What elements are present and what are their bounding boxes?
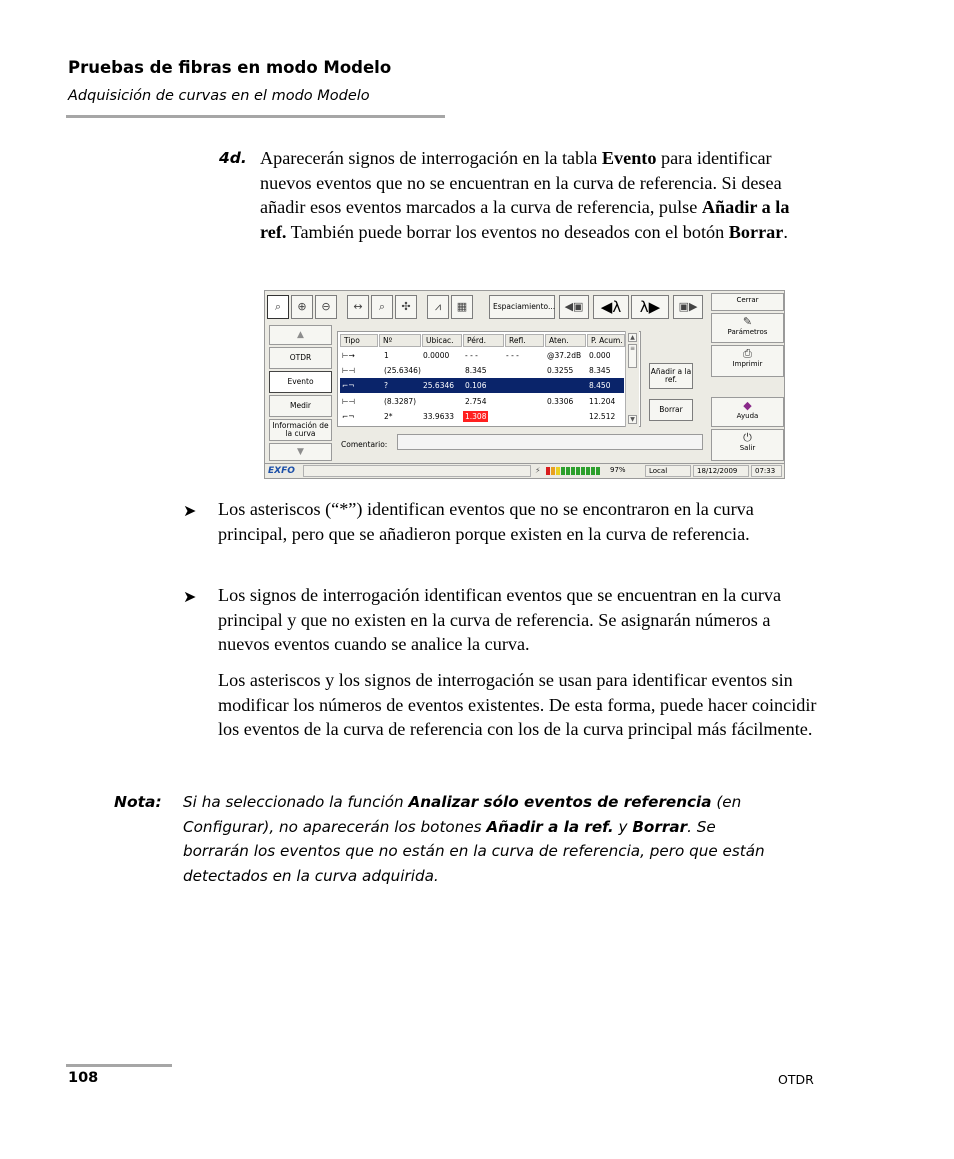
cell-att: 0.3255 xyxy=(547,366,574,375)
note-text-part: Si ha seleccionado la función xyxy=(183,793,409,811)
header-rule xyxy=(66,115,445,118)
battery-segment xyxy=(556,467,560,475)
parameters-button[interactable] xyxy=(711,313,784,343)
previous-wavelength-button[interactable] xyxy=(593,295,629,319)
event-type-icon: ⊢→ xyxy=(342,351,355,360)
step-bold-evento: Evento xyxy=(601,148,657,168)
next-wavelength-button[interactable] xyxy=(631,295,669,319)
cell-num: ? xyxy=(384,381,388,390)
battery-segment xyxy=(586,467,590,475)
previous-trace-icon[interactable]: ◀▣ xyxy=(559,295,589,319)
exit-label: Salir xyxy=(739,444,756,452)
print-button[interactable] xyxy=(711,345,784,377)
lambda-label: λ xyxy=(639,298,649,316)
event-type-icon: ⌐¬ xyxy=(342,412,355,421)
close-label: Cerrar xyxy=(736,296,759,304)
cell-num: (8.3287) xyxy=(384,397,417,406)
bullet-arrow-icon: ➤ xyxy=(183,589,197,606)
scroll-down-icon[interactable]: ▼ xyxy=(628,415,637,424)
scroll-thumb[interactable]: ≡ xyxy=(628,344,637,368)
zoom-out-icon[interactable]: ⊖ xyxy=(315,295,337,319)
power-icon: ⏻ xyxy=(743,431,752,444)
parameters-label: Parámetros xyxy=(727,328,768,336)
battery-segment xyxy=(546,467,550,475)
zoom-event-icon[interactable]: ⌕ xyxy=(371,295,393,319)
note-text-part: y xyxy=(613,817,633,836)
cell-att: @37.2dB xyxy=(547,351,582,360)
cell-loc: 33.9633 xyxy=(423,412,455,421)
cell-cum: 11.204 xyxy=(589,397,616,406)
col-header-pacum[interactable]: P. Acum. xyxy=(587,334,625,347)
page-header-title: Pruebas de fibras en modo Modelo xyxy=(68,58,392,77)
left-nav xyxy=(269,325,332,461)
battery-percent: 97% xyxy=(610,466,626,474)
nav-item-evento[interactable]: Evento xyxy=(269,371,332,393)
page-header-subtitle: Adquisición de curvas en el modo Modelo xyxy=(68,88,370,104)
comment-input[interactable] xyxy=(397,434,703,450)
col-header-num[interactable]: Nº xyxy=(379,334,421,347)
help-label: Ayuda xyxy=(736,412,759,420)
cell-loss: 2.754 xyxy=(465,397,487,406)
col-header-ubicac[interactable]: Ubicac. xyxy=(422,334,462,347)
markers-icon[interactable]: ⩘ xyxy=(427,295,449,319)
add-to-reference-button[interactable]: Añadir a la ref. xyxy=(649,363,693,389)
arrow-right-icon: ▶ xyxy=(648,298,661,316)
cell-refl: - - - xyxy=(506,351,519,360)
cell-att: 0.3306 xyxy=(547,397,574,406)
footer-rule xyxy=(66,1064,172,1067)
step-text-part: para identificar nuevos eventos que no se encuentran en la curva de referencia. Si desea añadir esos eventos marcados a la curva de referencia, pulse xyxy=(260,148,782,217)
note-text-part: . Se borrarán los eventos que no están en la curva de referencia, pero que están detectados en la curva adquirida. xyxy=(183,817,765,885)
cell-num: (25.6346) xyxy=(384,366,421,375)
zoom-in-icon[interactable]: ⊕ xyxy=(291,295,313,319)
fit-horizontal-icon[interactable]: ↔ xyxy=(347,295,369,319)
bullet-text-question-marks: Los signos de interrogación identifican eventos que se encuentran en la curva principal y que no existen en la curva de referencia. Se asignarán números a nuevos eventos cuando se analice la curva. xyxy=(218,585,782,654)
explanatory-paragraph: Los asteriscos y los signos de interrogación se usan para identificar eventos sin modificar los números de eventos existentes. De esta forma, puede hacer coincidir los eventos de la curva de referencia con los de la curva principal más fácilmente. xyxy=(218,670,817,739)
nav-scroll-up[interactable] xyxy=(269,325,332,345)
event-type-icon: ⊢⊣ xyxy=(342,397,356,406)
col-header-aten[interactable]: Aten. xyxy=(545,334,586,347)
table-row[interactable] xyxy=(340,394,624,409)
battery-segment xyxy=(551,467,555,475)
step-text-part: . xyxy=(783,221,788,242)
note-label: Nota: xyxy=(114,793,162,811)
cell-num: 2* xyxy=(384,412,393,421)
cell-loss: 0.106 xyxy=(465,381,487,390)
event-type-icon: ⊢⊣ xyxy=(342,366,356,375)
battery-segment xyxy=(596,467,600,475)
col-header-refl[interactable]: Refl. xyxy=(505,334,544,347)
cell-cum: 12.512 xyxy=(589,412,616,421)
date-display: 18/12/2009 xyxy=(693,465,749,477)
cell-loc: 25.6346 xyxy=(423,381,455,390)
table-row-selected[interactable] xyxy=(340,378,624,393)
fit-all-icon[interactable]: ✣ xyxy=(395,295,417,319)
nav-item-otdr[interactable]: OTDR xyxy=(269,347,332,369)
step-bold-add-ref: Añadir a la ref. xyxy=(260,197,790,242)
bullet-arrow-icon: ➤ xyxy=(183,503,197,520)
nav-item-medir[interactable]: Medir xyxy=(269,395,332,417)
otdr-screenshot xyxy=(264,290,785,479)
print-label: Imprimir xyxy=(732,360,763,368)
toolbar xyxy=(267,293,705,321)
cell-cum: 0.000 xyxy=(589,351,611,360)
cell-cum: 8.450 xyxy=(589,381,611,390)
zoom-region-icon[interactable]: ⌕ xyxy=(267,295,289,319)
event-type-icon: ⌐¬ xyxy=(342,381,355,390)
battery-segment xyxy=(591,467,595,475)
cell-loss: - - - xyxy=(465,351,478,360)
exfo-logo: EXFO xyxy=(268,466,295,476)
plug-icon: ⚡ xyxy=(535,466,541,475)
spacing-button[interactable]: Espaciamiento... xyxy=(489,295,555,319)
cell-loss: 8.345 xyxy=(465,366,487,375)
note-bold-delete: Borrar xyxy=(632,817,688,836)
status-bar xyxy=(265,463,784,479)
mode-indicator: Local xyxy=(645,465,691,477)
arrow-left-icon: ◀ xyxy=(600,298,613,316)
note-text xyxy=(183,790,783,888)
cell-num: 1 xyxy=(384,351,389,360)
delete-button[interactable]: Borrar xyxy=(649,399,693,421)
battery-segment xyxy=(566,467,570,475)
note-bold-add-ref: Añadir a la ref. xyxy=(486,817,614,836)
step-text-part: También puede borrar los eventos no deseados con el botón xyxy=(286,221,729,242)
battery-segment xyxy=(581,467,585,475)
exit-button[interactable] xyxy=(711,429,784,461)
cell-loss-alert: 1.308 xyxy=(465,412,487,421)
battery-segment xyxy=(561,467,565,475)
table-scrollbar[interactable] xyxy=(625,331,639,427)
cell-cum: 8.345 xyxy=(589,366,611,375)
close-button[interactable] xyxy=(711,293,784,311)
lambda-label: λ xyxy=(612,298,622,316)
col-header-perd[interactable]: Pérd. xyxy=(463,334,504,347)
step-text xyxy=(260,146,820,244)
triangle-down-icon: ▼ xyxy=(297,447,304,457)
printer-icon: ⎙ xyxy=(743,347,752,360)
next-trace-icon[interactable]: ▣▶ xyxy=(673,295,703,319)
page-number: 108 xyxy=(68,1070,99,1086)
nav-item-informacion[interactable]: Información de la curva xyxy=(269,419,332,441)
status-message xyxy=(303,465,531,477)
trace-check-icon[interactable]: ▦ xyxy=(451,295,473,319)
step-text-part: Aparecerán signos de interrogación en la tabla xyxy=(260,148,602,168)
table-row[interactable] xyxy=(340,363,624,378)
product-name: OTDR xyxy=(778,1072,814,1087)
cell-loc: 0.0000 xyxy=(423,351,450,360)
col-header-tipo[interactable]: Tipo xyxy=(340,334,378,347)
battery-segment xyxy=(571,467,575,475)
help-button[interactable] xyxy=(711,397,784,427)
table-row[interactable] xyxy=(340,348,624,363)
comment-label: Comentario: xyxy=(341,440,388,449)
note-text-part: (en Configurar), no aparecerán los botones xyxy=(183,793,742,836)
nav-scroll-down[interactable] xyxy=(269,443,332,461)
note-bold-function: Analizar sólo eventos de referencia xyxy=(408,793,712,811)
time-display: 07:33 xyxy=(751,465,782,477)
step-number: 4d. xyxy=(219,149,247,167)
parameters-icon: ✎ xyxy=(742,315,753,328)
scroll-up-icon[interactable]: ▲ xyxy=(628,333,637,342)
right-panel xyxy=(711,293,784,463)
help-book-icon: ◆ xyxy=(743,399,752,412)
events-table[interactable] xyxy=(337,331,641,427)
battery-segment xyxy=(576,467,580,475)
step-bold-delete: Borrar xyxy=(728,221,784,242)
bullet-text-asterisks: Los asteriscos (“*”) identifican eventos que no se encontraron en la curva principal, pero que se añadieron porque existen en la curva de referencia. xyxy=(218,499,754,544)
table-row[interactable] xyxy=(340,409,624,424)
triangle-up-icon: ▲ xyxy=(297,330,304,340)
